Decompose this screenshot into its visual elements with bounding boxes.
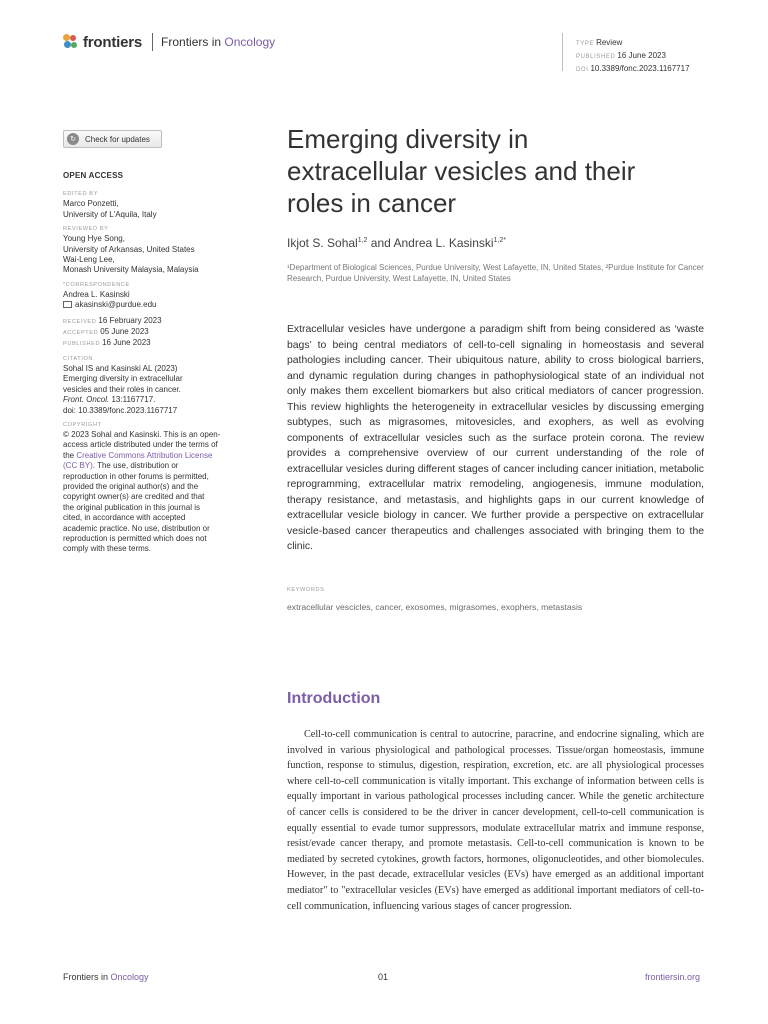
meta-type: TYPE Review <box>576 38 623 47</box>
citation: CITATION Sohal IS and Kasinski AL (2023) Emerging diversity in extracellular vesicles and their roles in cancer. Front. Oncol. 13:1167717. doi: 10.3389/fonc.2023.1167717 <box>63 355 183 415</box>
edited-by: EDITED BY Marco Ponzetti, University of L'Aquila, Italy <box>63 191 157 219</box>
cc-license-link[interactable]: Creative Commons Attribution License <box>76 450 213 460</box>
abstract: Extracellular vesicles have undergone a paradigm shift from being considered as ‘waste bags’ to being central mediators of cell-to-cell signaling in homeostasis and several pathologies including cancer. Their ubiquitous nature, ability to cross biological barriers, and dynamic regulation during changes in pathophysiological state of an individual not only makes them excellent biomarkers but also critical mediators of cancer progression. This review highlights the heterogeneity in extracellular vesicles by discussing emerging subtypes, such as migrasomes, mitovesicles, and exophers, as well as evolving components of extracellular vesicles such as the surface protein corona. The review provides a comprehensive overview of our current understanding of the role of extracellular vesicles during different stages of cancer including cancer initiation, metabolic reprogramming, extracellular matrix remodeling, angiogenesis, immune modulation, therapy resistance, and metastasis, and highlights gaps in our current knowledge of extracellular vesicle biology in cancer. We further provide a perspective on extracellular vesicle-based cancer therapeutics and challenges associated with bringing them to the clinic. <box>287 324 704 552</box>
frontiers-logo-text: frontiers <box>83 33 143 51</box>
refresh-icon: ↻ <box>67 133 79 145</box>
author-link[interactable]: Andrea L. Kasinski <box>393 236 494 250</box>
meta-doi[interactable]: DOI 10.3389/fonc.2023.1167717 <box>576 64 690 73</box>
meta-published: PUBLISHED 16 June 2023 <box>576 51 666 60</box>
header-divider <box>152 33 153 51</box>
journal-name <box>161 35 275 49</box>
check-for-updates-button[interactable] <box>63 130 162 148</box>
author-list: Ikjot S. Sohal$^{1,2}$ and Andrea L. Kasinski$^{1,2*}$ <box>287 236 507 250</box>
keywords-label: KEYWORDS <box>287 587 325 593</box>
introduction-paragraph: Cell-to-cell communication is central to autocrine, paracrine, and endocrine signaling, which are involved in various physiological and pathological processes. Tissue/organ homeostasis, immune function, response to stimulus, digestion, respiration, excretion, etc. are all physiological processes where cell-to-cell communication is vitally important. This exchange of information between cells is equally important in various pathological processes including cancer. While the genetic architecture of cancer cells is considered to be the driver in cancer development, cell-to-cell communication is equally essential to evade tumor suppressors, modulate extracellular matrix and immune response, resist/evade cancer therapy, and promote metastasis. Cell-to-cell communication is known to be mediated by secreted cytokines, growth factors, hormones, oligonucleotides, and other biomolecules. However, in the past decade, extracellular vesicles (EVs) have emerged as an additional important mediator" to "extracellular vesicles (EVs) have emerged as additional important mediators of cell-to-cell communication, influencing various stages of cancer progression. <box>287 729 704 912</box>
footer-site-link[interactable]: frontiersin.org <box>645 972 701 982</box>
meta-divider <box>562 33 563 71</box>
open-access-label: OPEN ACCESS <box>63 171 124 180</box>
frontiers-logo-icon <box>63 34 79 50</box>
envelope-icon <box>63 301 72 308</box>
check-updates-label: Check for updates <box>85 134 150 144</box>
page-number: 01 <box>378 972 389 982</box>
author-link[interactable]: Ikjot S. Sohal <box>287 236 358 250</box>
section-heading-introduction: Introduction <box>287 690 381 707</box>
footer-journal: Frontiers in Oncology <box>63 972 149 982</box>
correspondence: *CORRESPONDENCE Andrea L. Kasinski akasinski@purdue.edu <box>63 281 243 311</box>
affiliations: ¹Department of Biological Sciences, Purdue University, West Lafayette, IN, United States, ²Purdue Institute for Cancer Research, Purdue University, West Lafayette, IN, United States <box>287 263 704 283</box>
keywords: extracellular vescicles, cancer, exosomes, migrasomes, exophers, metastasis <box>287 602 583 612</box>
journal-header <box>63 33 275 51</box>
article-title: Emerging diversity in extracellular vesicles and their roles in cancer <box>287 124 636 218</box>
journal-prefix: Frontiers in <box>161 35 222 49</box>
sidebar-info <box>63 171 243 560</box>
article-dates: RECEIVED 16 February 2023 ACCEPTED 05 June 2023 PUBLISHED 16 June 2023 <box>63 315 162 348</box>
copyright: COPYRIGHT © 2023 Sohal and Kasinski. This is an open- access article distributed under the terms of the Creative Commons Attribution License (CC BY). The use, distribution or reproduction in other forums is permitted, provided the original author(s) and the copyright owner(s) are credited and that the original publication in this journal is cited, in accordance with accepted academic practice. No use, distribution or reproduction is permitted which does not comply with these terms. <box>63 421 221 554</box>
correspondence-email[interactable]: akasinski@purdue.edu <box>63 300 243 310</box>
journal-accent: Oncology <box>224 35 276 49</box>
cc-by-link[interactable]: (CC BY) <box>63 461 93 471</box>
article-meta <box>576 37 690 76</box>
reviewed-by: REVIEWED BY Young Hye Song, University of Arkansas, United States Wai-Leng Lee, Monash University Malaysia, Malaysia <box>63 226 199 275</box>
